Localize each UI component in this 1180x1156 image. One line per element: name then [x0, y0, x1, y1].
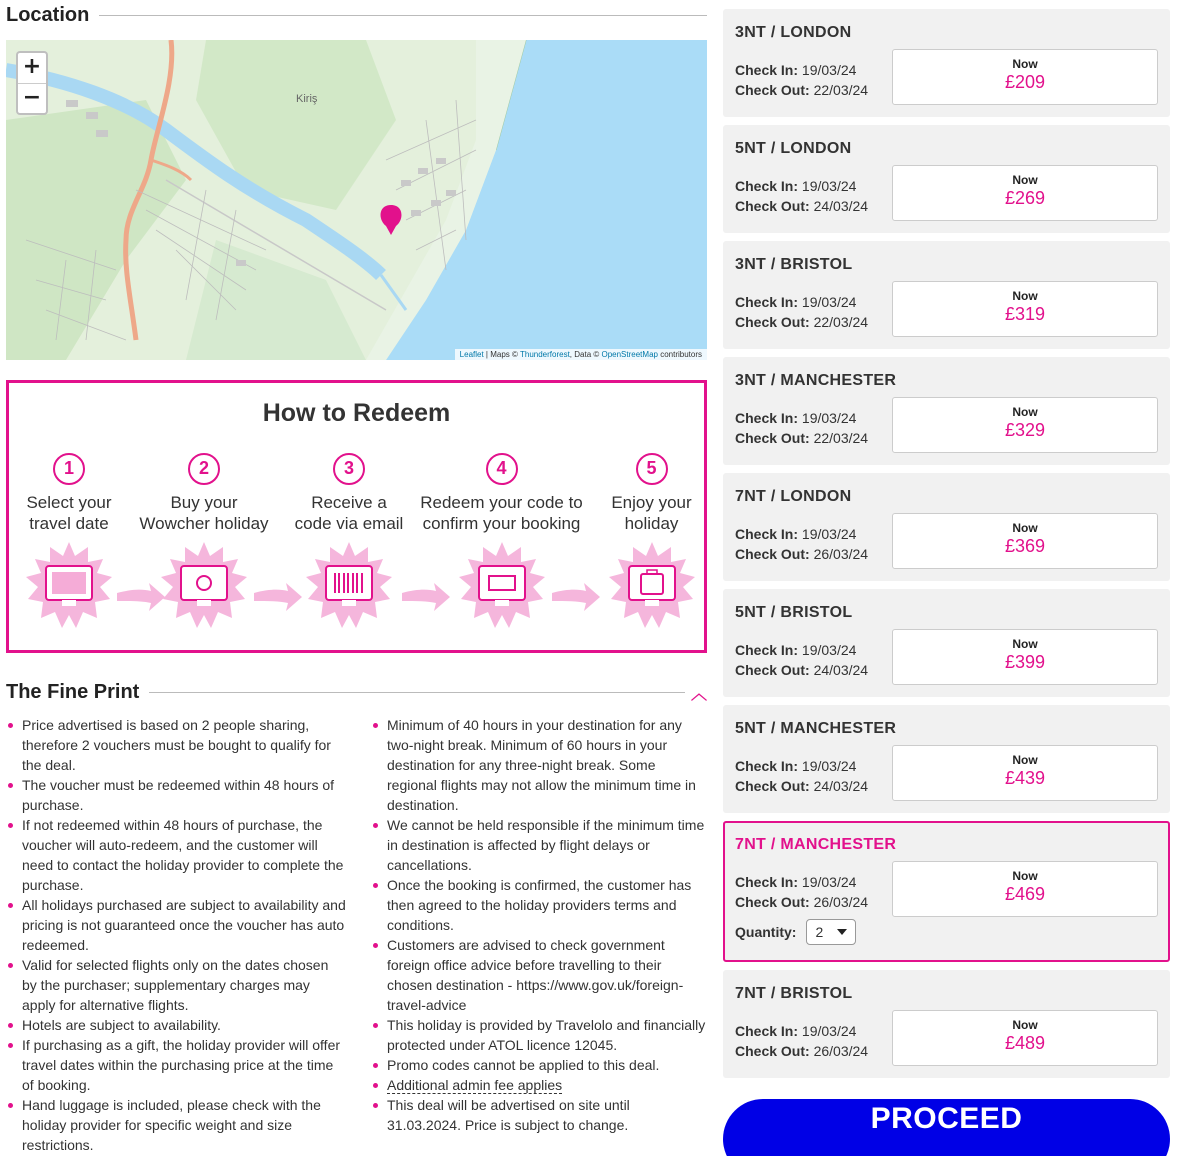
ticket-icon [459, 542, 545, 628]
price-box: Now £269 [892, 165, 1158, 221]
deal-option[interactable]: 5NT / LONDON Check In: 19/03/24 Check Out: 24/03/24 Now £269 [723, 125, 1170, 233]
location-title: Location [6, 3, 90, 26]
divider [149, 692, 685, 693]
list-item: Minimum of 40 hours in your destination for any two-night break. Minimum of 60 hours in your destination for any three-night break. Some regional flights may not allow the minimum time in destination. [371, 715, 707, 815]
map-tiles [6, 40, 707, 360]
deal-option[interactable]: 5NT / MANCHESTER Check In: 19/03/24 Check Out: 24/03/24 Now £439 [723, 705, 1170, 813]
redeem-step-1: 1 Select your travel date [14, 453, 124, 633]
price: £319 [1004, 304, 1046, 324]
deal-option[interactable]: 7NT / LONDON Check In: 19/03/24 Check Out: 26/03/24 Now £369 [723, 473, 1170, 581]
option-title: 7NT / BRISTOL [735, 985, 853, 1002]
redeem-step-2: 2 Buy your Wowcher holiday [134, 453, 274, 633]
admin-fee-tooltip[interactable]: Additional admin fee applies [387, 1077, 563, 1093]
location-header [6, 0, 707, 30]
option-title: 3NT / BRISTOL [735, 256, 853, 273]
list-item: If purchasing as a gift, the holiday provider will offer travel dates within the purchasing price at the time of booking. [6, 1035, 346, 1095]
list-item: Price advertised is based on 2 people sharing, therefore 2 vouchers must be bought to qualify for the deal. [6, 715, 346, 775]
options-column [723, 9, 1170, 1086]
list-item: We cannot be held responsible if the minimum time in destination is affected by flight delays or cancellations. [371, 815, 707, 875]
list-item: All holidays purchased are subject to availability and pricing is not guaranteed once the voucher has auto redeemed. [6, 895, 346, 955]
fine-print-column-2 [356, 715, 707, 1155]
list-item: Hotels are subject to availability. [6, 1015, 346, 1035]
price: £329 [1004, 420, 1046, 440]
zoom-control [16, 51, 48, 115]
fine-print-column-1 [6, 715, 356, 1155]
option-title: 7NT / LONDON [735, 488, 852, 505]
calendar-icon [26, 542, 112, 628]
left-column [6, 0, 707, 1155]
arrow-icon [552, 579, 600, 615]
price: £399 [1004, 652, 1046, 672]
price-box: Now £319 [892, 281, 1158, 337]
how-to-redeem-panel [6, 380, 707, 653]
redeem-step-4: 4 Redeem your code to confirm your booking [409, 453, 594, 633]
option-title: 3NT / LONDON [735, 24, 852, 41]
deal-option[interactable]: 3NT / LONDON Check In: 19/03/24 Check Out: 22/03/24 Now £209 [723, 9, 1170, 117]
redeem-title: How to Redeem [262, 399, 451, 427]
deal-option[interactable]: 7NT / BRISTOL Check In: 19/03/24 Check Out: 26/03/24 Now £489 [723, 970, 1170, 1078]
option-title: 5NT / LONDON [735, 140, 852, 157]
price-box: Now £439 [892, 745, 1158, 801]
list-item: This holiday is provided by Travelolo and financially protected under ATOL licence 12045. [371, 1015, 707, 1055]
price-box: Now £469 [892, 861, 1158, 917]
price: £489 [1004, 1033, 1046, 1053]
map-attribution: Leaflet | Maps © Thunderforest, Data © OpenStreetMap contributors [455, 349, 707, 360]
list-item: Valid for selected flights only on the dates chosen by the purchaser; supplementary charges may apply for alternative flights. [6, 955, 346, 1015]
divider [99, 15, 707, 16]
proceed-button[interactable]: PROCEED [723, 1099, 1170, 1156]
price-box: Now £489 [892, 1010, 1158, 1066]
zoom-out-button[interactable]: − [18, 83, 46, 113]
fine-print-section [6, 677, 707, 1155]
map-place-label: Kiriş [296, 93, 318, 105]
quantity-row [735, 919, 856, 945]
price-box: Now £369 [892, 513, 1158, 569]
option-title: 5NT / MANCHESTER [735, 720, 897, 737]
price: £369 [1004, 536, 1046, 556]
list-item [371, 1075, 707, 1095]
price: £469 [1004, 884, 1046, 904]
thunderforest-link[interactable]: Thunderforest [519, 350, 570, 359]
option-title: 5NT / BRISTOL [735, 604, 853, 621]
barcode-icon [306, 542, 392, 628]
list-item: Promo codes cannot be applied to this deal. [371, 1055, 707, 1075]
deal-option-selected[interactable]: 7NT / MANCHESTER Check In: 19/03/24 Check Out: 26/03/24 Now £469 Quantity: 2 [723, 821, 1170, 962]
chevron-up-icon[interactable]: ︿ [690, 685, 707, 703]
deal-option[interactable]: 3NT / MANCHESTER Check In: 19/03/24 Check Out: 22/03/24 Now £329 [723, 357, 1170, 465]
price-box: Now £399 [892, 629, 1158, 685]
quantity-select[interactable]: 2 [806, 919, 856, 945]
suitcase-icon [609, 542, 695, 628]
price: £269 [1004, 188, 1046, 208]
osm-link[interactable]: OpenStreetMap [601, 350, 658, 359]
deal-option[interactable]: 3NT / BRISTOL Check In: 19/03/24 Check Out: 22/03/24 Now £319 [723, 241, 1170, 349]
price-box: Now £329 [892, 397, 1158, 453]
redeem-step-3: 3 Receive a code via email [284, 453, 414, 633]
option-title: 3NT / MANCHESTER [735, 372, 897, 389]
zoom-in-button[interactable]: + [22, 54, 42, 79]
list-item: This deal will be advertised on site until 31.03.2024. Price is subject to change. [371, 1095, 707, 1135]
option-title: 7NT / MANCHESTER [735, 836, 897, 853]
price: £209 [1004, 72, 1046, 92]
list-item: Once the booking is confirmed, the customer has then agreed to the holiday providers terms and conditions. [371, 875, 707, 935]
list-item: If not redeemed within 48 hours of purchase, the voucher will auto-redeem, and the customer will need to contact the holiday provider to complete the purchase. [6, 815, 346, 895]
deal-option[interactable]: 5NT / BRISTOL Check In: 19/03/24 Check Out: 24/03/24 Now £399 [723, 589, 1170, 697]
leaflet-link[interactable]: Leaflet [459, 350, 484, 359]
price-box: Now £209 [892, 49, 1158, 105]
fine-print-title: The Fine Print [6, 680, 140, 703]
list-item: Customers are advised to check government foreign office advice before travelling to their chosen destination - https://www.gov.uk/foreign-travel-advice [371, 935, 707, 1015]
price: £439 [1004, 768, 1046, 788]
list-item: The voucher must be redeemed within 48 hours of purchase. [6, 775, 346, 815]
fine-print-header[interactable] [6, 677, 707, 707]
redeem-step-5: 5 Enjoy your holiday [599, 453, 704, 633]
quantity-label: Quantity: [735, 924, 797, 940]
chevron-down-icon [837, 929, 847, 935]
sun-icon [161, 542, 247, 628]
location-map[interactable] [6, 40, 707, 360]
list-item: Hand luggage is included, please check with the holiday provider for specific weight and size restrictions. [6, 1095, 346, 1155]
